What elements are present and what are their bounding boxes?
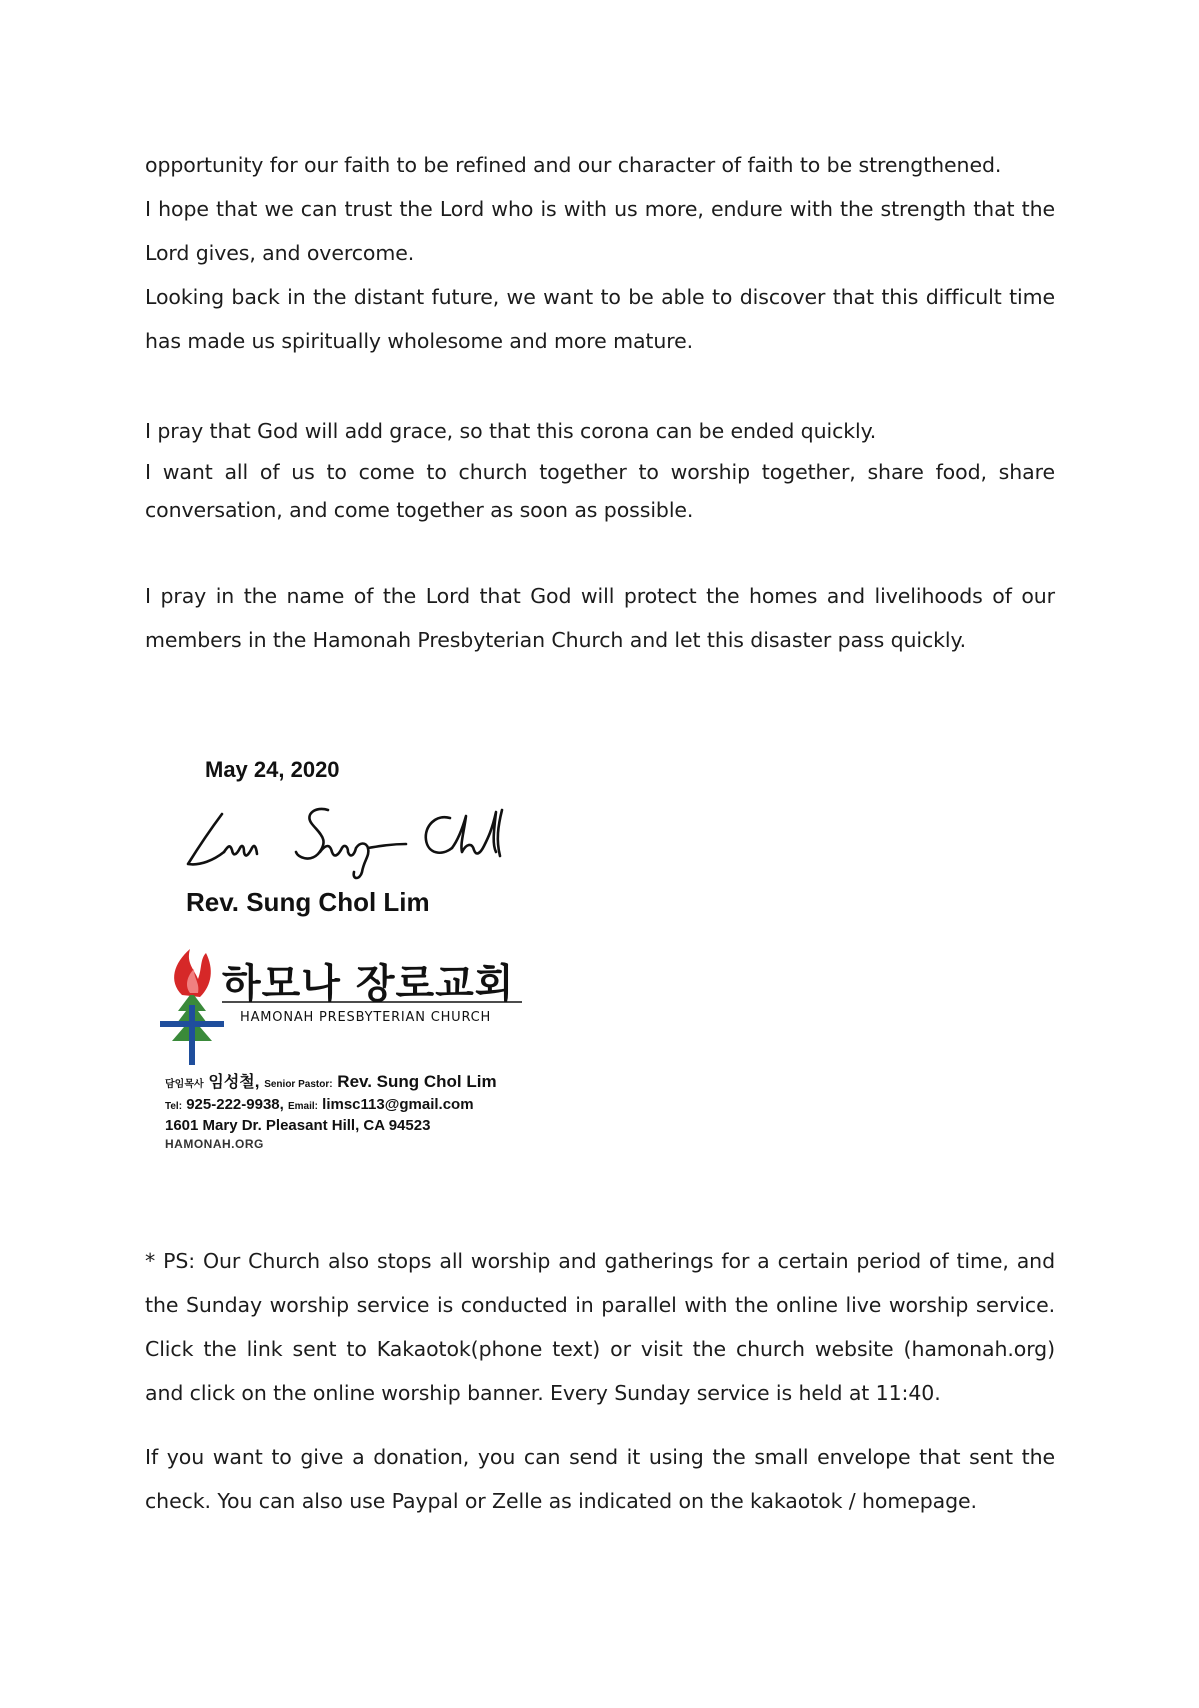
contact-address: 1601 Mary Dr. Pleasant Hill, CA 94523 [165,1117,431,1134]
donation-paragraph [145,1435,1055,1523]
signature-image [180,800,520,880]
protect-paragraph [145,574,1055,662]
email-value: limsc113@gmail.com [322,1096,474,1113]
postscript-paragraph [145,1239,1055,1415]
contact-name-row: 담임목사 임성철, Senior Pastor: Rev. Sung Chol Lim [165,1072,497,1091]
contact-website: HAMONAH.ORG [165,1137,264,1151]
contact-block [165,1072,497,1153]
title-english: Senior Pastor: [264,1079,333,1090]
name-korean: 임성철 [208,1074,255,1091]
postscript-text: * PS: Our Church also stops all worship and gatherings for a certain period of time, and the Sunday worship service is conducted in parallel with the online live worship service. Click the link sent to Kakaotok(phone text) or visit the church website (hamonah.org) and click on the online worship banner. Every Sunday service is held at 11:40. [145,1249,1055,1405]
name-english: Rev. Sung Chol Lim [337,1072,497,1091]
tel-label: Tel: [165,1101,183,1112]
flame-icon [174,949,211,997]
donation-text: If you want to give a donation, you can send it using the small envelope that sent the check. You can also use Paypal or Zelle as indicated on the kakaotok / homepage. [145,1445,1055,1513]
intro-line-trust: I hope that we can trust the Lord who is with us more, endure with the strength that the Lord gives, and overcome. [145,197,1055,265]
tel-value: 925-222-9938, [186,1096,284,1113]
contact-phone-email-row [165,1095,497,1116]
pray-grace-line: I pray that God will add grace, so that this corona can be ended quickly. [145,419,877,443]
intro-paragraphs [145,143,1055,363]
pastor-name: Rev. Sung Chol Lim [186,887,430,917]
intro-line-looking-back: Looking back in the distant future, we want to be able to discover that this difficult time has made us spiritually wholesome and more mature. [145,285,1055,353]
church-logo [160,945,530,1065]
come-together-line: I want all of us to come to church together to worship together, share food, share conversation, and come together as soon as possible. [145,460,1055,522]
letter-date: May 24, 2020 [205,757,340,782]
prayer-paragraphs [145,409,1055,529]
logo-korean-name: 하모나 장로교회 [222,961,515,1007]
logo-english-name: HAMONAH PRESBYTERIAN CHURCH [240,1010,492,1025]
pray-protect-line: I pray in the name of the Lord that God will protect the homes and livelihoods of our members in the Hamonah Presbyterian Church and let this disaster pass quickly. [145,584,1055,652]
intro-line-refined: opportunity for our faith to be refined and our character of faith to be strengthened. [145,153,1002,177]
email-label: Email: [287,1101,318,1112]
cross-icon [160,1005,224,1065]
title-korean: 담임목사 [165,1079,204,1090]
